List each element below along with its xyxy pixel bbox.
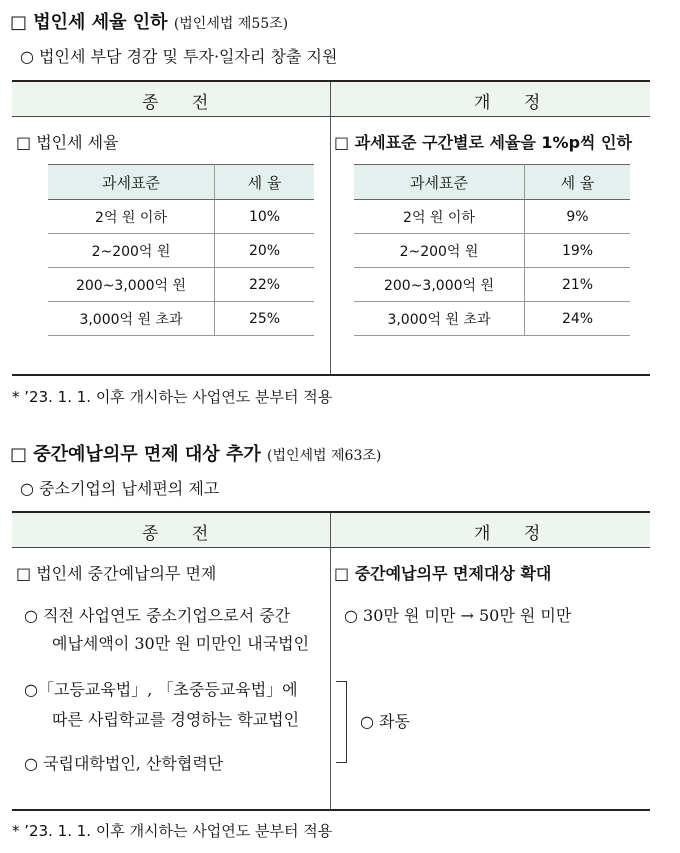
cell-base: 200~3,000억 원 xyxy=(48,268,215,302)
section2-header-new: 개 정 xyxy=(474,524,555,544)
section1-new-item: □ 과세표준 구간별로 세율을 1%p씩 인하 xyxy=(334,133,632,152)
section2-new-item: □ 중간예납의무 면제대상 확대 xyxy=(334,564,552,583)
section2-heading xyxy=(10,440,381,466)
section1-comparison-table xyxy=(12,80,650,376)
table-row xyxy=(48,302,314,336)
section2-law-reference: (법인세법 제63조) xyxy=(267,448,382,464)
section2-old-sub1-line1: ○ 직전 사업연도 중소기업으로서 중간 xyxy=(24,606,291,625)
section2-title: □ 중간예납의무 면제 대상 추가 xyxy=(10,444,261,465)
cell-rate: 19% xyxy=(525,234,631,268)
section2-header-old: 종 전 xyxy=(142,524,223,544)
section1-column-divider xyxy=(330,82,331,374)
table-row xyxy=(354,200,630,234)
section1-heading xyxy=(10,8,288,34)
section1-old-item: □ 법인세 세율 xyxy=(16,133,119,152)
section2-subtitle: ○ 중소기업의 납세편의 제고 xyxy=(20,479,220,498)
col-header-base: 과세표준 xyxy=(354,165,525,200)
table-row xyxy=(48,234,314,268)
section2-old-sub3: ○ 국립대학법인, 산학협력단 xyxy=(24,754,224,773)
section2-old-sub1-line2: 예납세액이 30만 원 미만인 내국법인 xyxy=(52,634,310,653)
col-header-base: 과세표준 xyxy=(48,165,215,200)
section1-new-rate-table xyxy=(354,164,630,336)
right-bracket-icon xyxy=(336,681,347,763)
section1-header-old: 종 전 xyxy=(142,93,223,113)
cell-rate: 20% xyxy=(215,234,315,268)
table-row xyxy=(354,268,630,302)
table-row xyxy=(354,302,630,336)
cell-base: 2억 원 이하 xyxy=(354,200,525,234)
cell-rate: 22% xyxy=(215,268,315,302)
section1-law-reference: (법인세법 제55조) xyxy=(173,16,289,32)
section1-old-rate-table xyxy=(48,164,314,336)
section1-footnote: * ’23. 1. 1. 이후 개시하는 사업연도 분부터 적용 xyxy=(12,388,333,406)
section1-title: □ 법인세 세율 인하 xyxy=(10,12,168,33)
table-row xyxy=(48,200,314,234)
cell-base: 3,000억 원 초과 xyxy=(354,302,525,336)
section2-old-sub2-line2: 따른 사립학교를 경영하는 학교법인 xyxy=(52,710,300,729)
cell-rate: 25% xyxy=(215,302,315,336)
table-row xyxy=(48,268,314,302)
col-header-rate: 세 율 xyxy=(525,165,631,200)
cell-base: 2억 원 이하 xyxy=(48,200,215,234)
section1-table-header xyxy=(12,82,650,117)
section2-footnote: * ’23. 1. 1. 이후 개시하는 사업연도 분부터 적용 xyxy=(12,822,333,840)
cell-rate: 21% xyxy=(525,268,631,302)
section2-old-item: □ 법인세 중간예납의무 면제 xyxy=(16,564,217,583)
cell-rate: 10% xyxy=(215,200,315,234)
cell-base: 2~200억 원 xyxy=(354,234,525,268)
table-header-row xyxy=(48,165,314,200)
cell-base: 2~200억 원 xyxy=(48,234,215,268)
section2-comparison-table xyxy=(12,511,650,811)
section2-old-sub2-line1: ○「고등교육법」, 「초중등교육법」에 xyxy=(24,680,298,699)
table-header-row xyxy=(354,165,630,200)
section2-new-sub2: ○ 좌동 xyxy=(360,712,410,731)
col-header-rate: 세 율 xyxy=(215,165,315,200)
cell-base: 200~3,000억 원 xyxy=(354,268,525,302)
section2-column-divider xyxy=(330,513,331,809)
section1-header-new: 개 정 xyxy=(474,93,555,113)
cell-rate: 9% xyxy=(525,200,631,234)
cell-base: 3,000억 원 초과 xyxy=(48,302,215,336)
cell-rate: 24% xyxy=(525,302,631,336)
section1-subtitle: ○ 법인세 부담 경감 및 투자·일자리 창출 지원 xyxy=(20,47,338,66)
section2-table-header xyxy=(12,513,650,548)
table-row xyxy=(354,234,630,268)
section2-new-sub1: ○ 30만 원 미만 → 50만 원 미만 xyxy=(344,606,572,625)
